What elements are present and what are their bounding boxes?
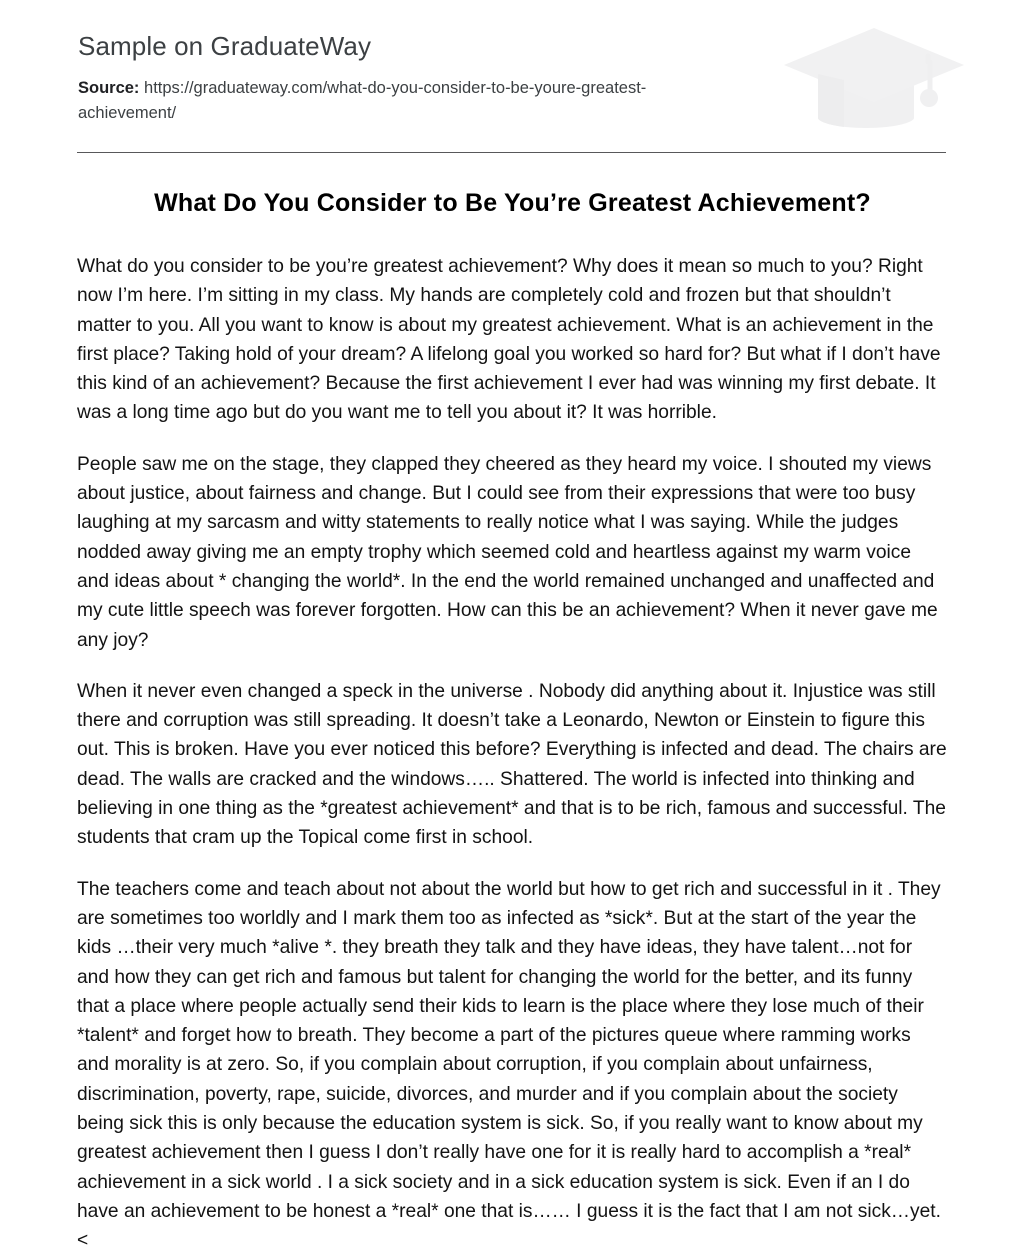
paragraph: The teachers come and teach about not about the world but how to get rich and successful in it . They are sometimes too worldly and I mark them too as infected as *sick*. But at the start of the year the kids …their very much *alive *. they breath they talk and they have ideas, they have talent…not for and how they can get rich and famous but talent for changing the world for the better, and its funny that a place where people actually send their kids to learn is the place where they lose much of their *talent* and forget how to breath. They become a part of the pictures queue where ramming works and morality is at zero. So, if you complain about corruption, if you complain about unfairness, discrimination, poverty, rape, suicide, divorces, and murder and if you complain about the society being sick this is only because the education system is sick. So, if you really want to know about my greatest achievement then I guess I don’t really have one for it is really hard to accomplish a *real* achievement in a sick world . I a sick society and in a sick education system is sick. Even if an I do have an achievement to be honest a *real* one that is…… I guess it is the fact that I am not sick…yet.< [77,878,941,1252]
site-title: Sample on GraduateWay [78,31,372,61]
article-body [77,186,948,1256]
paragraph: What do you consider to be you’re greatest achievement? Why does it mean so much to you? Right now I’m here. I’m sitting in my class. My hands are completely cold and frozen but that shouldn’t matter to you. All you want to know is about my greatest achievement. What is an achievement in the first place? Taking hold of your dream? A lifelong goal you worked so hard for? But what if I don’t have this kind of an achievement? Because the first achievement I ever had was winning my first debate. It was a long time ago but do you want me to tell you about it? It was horrible. [77,256,941,424]
paragraph: When it never even changed a speck in the universe . Nobody did anything about it. Injustice was still there and corruption was still spreading. It doesn’t take a Leonardo, Newton or Einstein to figure this out. This is broken. Have you ever noticed this before? Everything is infected and dead. The chairs are dead. The walls are cracked and the windows….. Shattered. The world is infected into thinking and believing in one thing as the *greatest achievement* and that is to be rich, famous and successful. The students that cram up the Topical come first in school. [77,680,947,849]
source-line [78,76,688,126]
page-header [0,0,1024,126]
source-url[interactable]: https://graduateway.com/what-do-you-consider-to-be-youre-greatest-achievement/ [78,79,647,122]
article-paragraphs [77,252,948,1256]
header-divider [77,152,946,153]
paragraph: People saw me on the stage, they clapped they cheered as they heard my voice. I shouted my views about justice, about fairness and change. But I could see from their expressions that were too busy laughing at my sarcasm and witty statements to really notice what I was saying. While the judges nodded away giving me an empty trophy which seemed cold and heartless against my warm voice and ideas about * changing the world*. In the end the world remained unchanged and unaffected and my cute little speech was forever forgotten. How can this be an achievement? When it never gave me any joy? [77,453,938,651]
source-label: Source: [78,79,140,97]
article-title: What Do You Consider to Be You’re Greatest Achievement? [154,189,871,217]
